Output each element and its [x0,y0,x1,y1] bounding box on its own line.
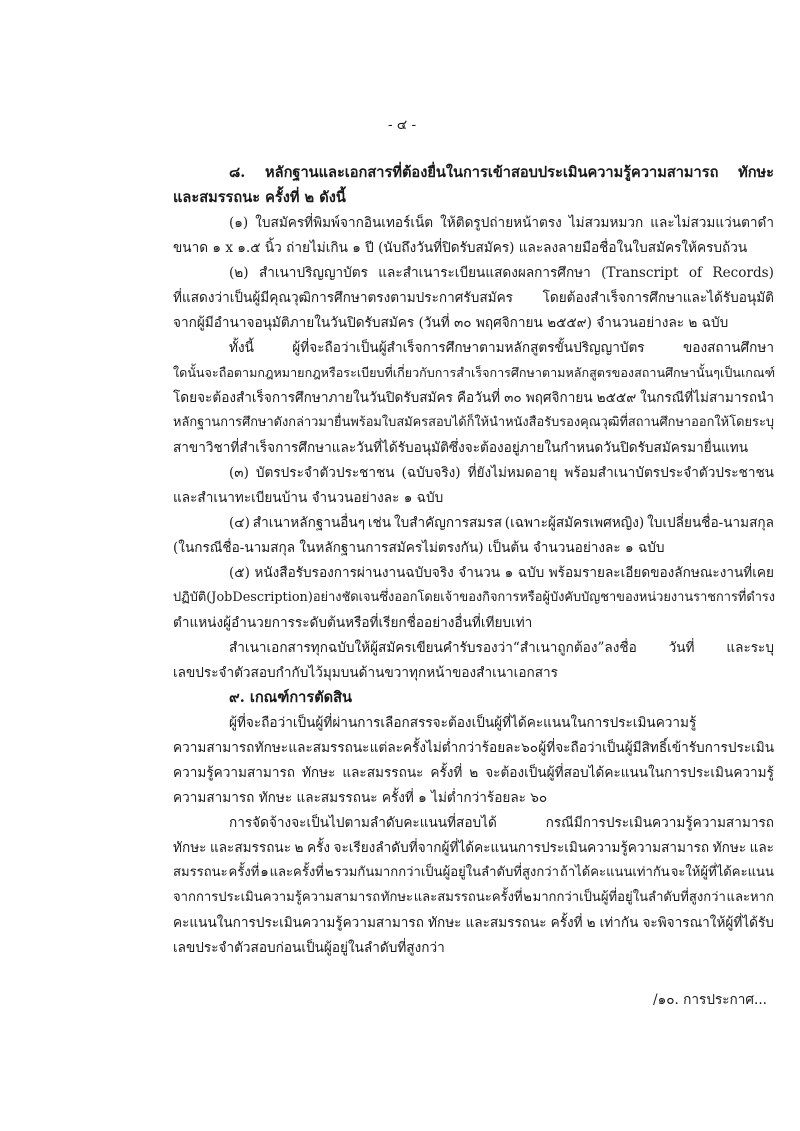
note-line5: สาขาวิชาที่สำเร็จการศึกษาและวันที่ได้รับอนุมัติซึ่งจะต้องอยู่ภายในกำหนดวันปิดรับสมัครมายื่นแทน [173,440,749,456]
note-line4: หลักฐานการศึกษาดังกล่าวมายื่นพร้อมใบสมัครสอบได้ก็ให้นำหนังสือรับรองคุณวุฒิที่สถานศึกษาออกให้ โดยระบุ [173,415,774,430]
section8-heading-line1: ๘. หลักฐานและเอกสารที่ต้องยื่นในการเข้าสอบประเมินความรู้ความสามารถ ทักษะ [229,164,774,181]
item3-line2: และสำเนาทะเบียนบ้าน จำนวนอย่างละ ๑ ฉบับ [173,490,444,506]
item4-line2: (ในกรณีชื่อ-นามสกุล ในหลักฐานการสมัครไม่ตรงกัน) เป็นต้น จำนวนอย่างละ ๑ ฉบับ [173,540,665,556]
item2-line2: ที่แสดงว่าเป็นผู้มีคุณวุฒิการศึกษาตรงตามประกาศรับสมัคร โดยต้องสำเร็จการศึกษาและได้รับอนุมัติ [173,290,774,306]
criteria-para1-line3: ความรู้ความสามารถ ทักษะ และสมรรถนะ ครั้งที่ ๒ จะต้องเป็นผู้ที่สอบได้คะแนนในการประเมินความรู้ [173,765,774,781]
item1-line2: ขนาด ๑ x ๑.๕ นิ้ว ถ่ายไม่เกิน ๑ ปี (นับถึงวันที่ปิดรับสมัคร) และลงลายมือชื่อในใบสมัครให้ครบถ้วน [173,240,748,256]
criteria-para2-line2: ทักษะ และสมรรถนะ ๒ ครั้ง จะเรียงลำดับที่จากผู้ที่ได้คะแนนการประเมินความรู้ความสามารถ ทักษะ และ [173,840,774,856]
item1-line1: (๑) ใบสมัครที่พิมพ์จากอินเทอร์เน็ต ให้ติดรูปถ่ายหน้าตรง ไม่สวมหมวก และไม่สวมแว่นตาดำ [229,215,774,231]
item2-line3: จากผู้มีอำนาจอนุมัติภายในวันปิดรับสมัคร (วันที่ ๓๐ พฤศจิกายน ๒๕๕๙) จำนวนอย่างละ ๒ ฉบับ [173,315,729,331]
criteria-para1-line4: ความสามารถ ทักษะ และสมรรถนะ ครั้งที่ ๑ ไม่ต่ำกว่าร้อยละ ๖๐ [173,790,548,806]
criteria-para2-line6: เลขประจำตัวสอบก่อนเป็นผู้อยู่ในลำดับที่สูงกว่า [173,940,445,956]
criteria-para2-line4: จากการประเมินความรู้ความสามารถ ทักษะ และสมรรถนะครั้งที่ ๒ มากกว่าเป็นผู้ที่อยู่ในลำดับที่สูงกว่า และหาก [173,890,774,905]
continuation-marker: /๑๐. การประกาศ... [653,992,768,1008]
criteria-para2-line1: การจัดจ้างจะเป็นไปตามลำดับคะแนนที่สอบได้ กรณีมีการประเมินความรู้ความสามารถ [229,815,774,831]
item3-line1: (๓) บัตรประจำตัวประชาชน (ฉบับจริง) ที่ยังไม่หมดอายุ พร้อมสำเนาบัตรประจำตัวประชาชน [229,465,774,481]
item2-line1: (๒) สำเนาปริญญาบัตร และสำเนาระเบียนแสดงผลการศึกษา (Transcript of Records) [229,265,774,281]
section9-heading: ๙. เกณฑ์การตัดสิน [229,689,353,706]
item4-line1: (๔) สำเนาหลักฐานอื่นๆ เช่น ใบสำคัญการสมรส (เฉพาะผู้สมัครเพศหญิง) ใบเปลี่ยนชื่อ-นามสกุล [229,515,774,531]
criteria-para2-line5: คะแนนในการประเมินความรู้ความสามารถ ทักษะ และสมรรถนะ ครั้งที่ ๒ เท่ากัน จะพิจารณาให้ผู้ที่ได้รับ [173,915,774,931]
note-line3: โดยจะต้องสำเร็จการศึกษาภายในวันปิดรับสมัคร คือวันที่ ๓๐ พฤศจิกายน ๒๕๕๙ ในกรณีที่ไม่สามารถนำ [173,390,774,406]
criteria-para2-line3: สมรรถนะ ครั้งที่ ๑ และครั้งที่ ๒ รวมกันมากกว่าเป็นผู้อยู่ในลำดับที่สูงกว่า ถ้าได้คะแนนเท่ากัน จะให้ผู้ที่ได้คะแนน [173,865,774,880]
note-line2: ใดนั้นจะถือตามกฎหมาย กฎ หรือระเบียบที่เกี่ยวกับการสำเร็จการศึกษาตามหลักสูตรของสถานศึกษานั้นๆ เป็นเกณฑ์ [173,365,776,380]
criteria-para1-line1: ผู้ที่จะถือว่าเป็นผู้ที่ผ่านการเลือกสรรจะต้องเป็นผู้ที่ได้คะแนนในการประเมินความรู้ [229,715,697,731]
item5-line2: ปฏิบัติ (Job Description) อย่างชัดเจน ซึ่งออกโดยเจ้าของกิจการหรือผู้บังคับบัญชาของหน่วยงานราชการที่ดำรง [173,590,776,605]
criteria-para1-line2: ความสามารถ ทักษะ และสมรรถนะ แต่ละครั้งไม่ต่ำกว่าร้อยละ ๖๐ ผู้ที่จะถือว่าเป็นผู้มีสิทธิ์เข้ารับการประเมิน [173,740,774,756]
certify-line2: เลขประจำตัวสอบกำกับไว้มุมบนด้านขวาทุกหน้าของสำเนาเอกสาร [173,665,558,681]
section8-heading-line2: และสมรรถนะ ครั้งที่ ๒ ดังนี้ [173,189,346,206]
item5-line1: (๕) หนังสือรับรองการผ่านงานฉบับจริง จำนวน ๑ ฉบับ พร้อมรายละเอียดของลักษณะงานที่เคย [229,565,774,581]
page-number: - ๔ - [388,117,417,133]
note-line1: ทั้งนี้ ผู้ที่จะถือว่าเป็นผู้สำเร็จการศึกษาตามหลักสูตรขั้นปริญญาบัตร ของสถานศึกษา [229,340,774,356]
certify-line1: สำเนาเอกสารทุกฉบับให้ผู้สมัครเขียนคำรับรองว่า“สำเนาถูกต้อง”ลงชื่อ วันที่ และระบุ [229,640,774,656]
item5-line3: ตำแหน่งผู้อำนวยการระดับต้นหรือที่เรียกชื่ออย่างอื่นที่เทียบเท่า [173,615,533,631]
